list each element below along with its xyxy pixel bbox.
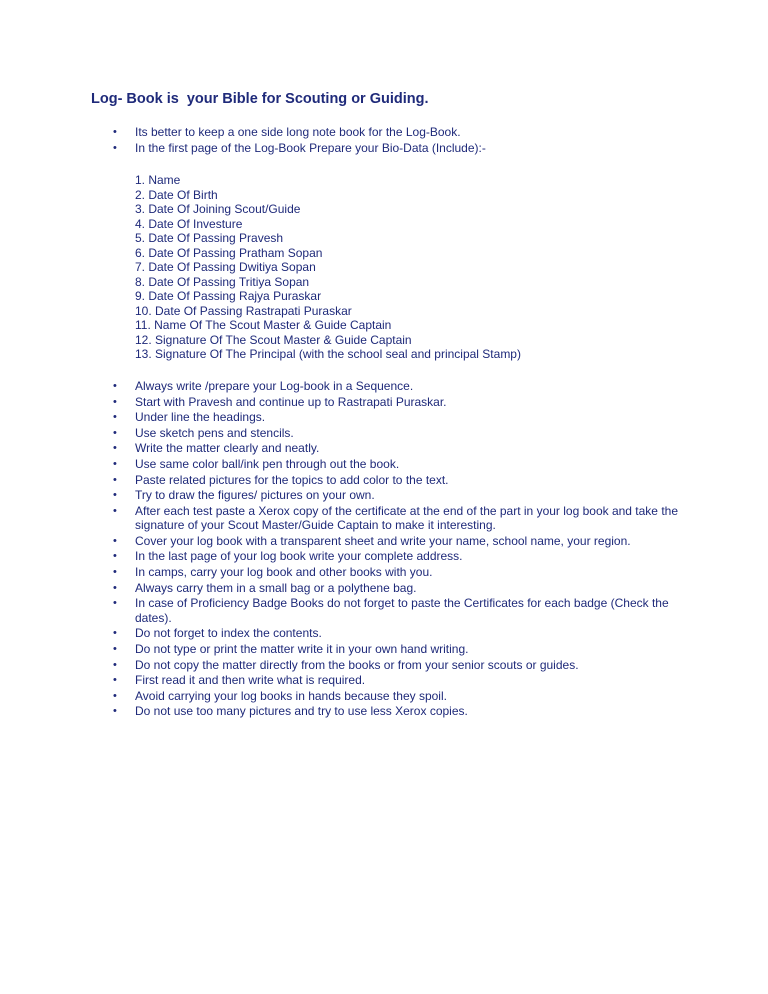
- tip-item: [0, 457, 680, 472]
- tip-item: [0, 549, 680, 564]
- tip-item: [0, 581, 680, 596]
- tip-item: [0, 689, 680, 704]
- tip-item-text: Do not use too many pictures and try to use less Xerox copies.: [135, 704, 468, 719]
- bullet-icon: •: [113, 473, 117, 486]
- tip-item: [0, 642, 680, 657]
- tip-item: [0, 673, 680, 688]
- tip-item: [0, 379, 680, 394]
- biodata-item: 12. Signature Of The Scout Master & Guide Captain: [135, 332, 412, 347]
- tip-item-text: Do not type or print the matter write it in your own hand writing.: [135, 641, 469, 656]
- bullet-icon: •: [113, 457, 117, 470]
- bullet-icon: •: [113, 597, 117, 610]
- tip-item-text: Do not forget to index the contents.: [135, 626, 322, 641]
- biodata-item: 11. Name Of The Scout Master & Guide Captain: [135, 318, 392, 332]
- tip-item-text: Cover your log book with a transparent sheet and write your name, school name, your region.: [135, 533, 631, 548]
- bullet-icon: •: [113, 126, 117, 138]
- biodata-item: 5. Date Of Passing Pravesh: [135, 231, 284, 245]
- bullet-icon: •: [113, 442, 117, 455]
- tip-item-text: After each test paste a Xerox copy of the certificate at the end of the part in your log book and take the signature of your Scout Master/Guide Captain to make it interesting.: [135, 503, 678, 533]
- biodata-item: 10. Date Of Passing Rastrapati Puraskar: [135, 303, 352, 318]
- document-title: Log- Book is your Bible for Scouting or Guiding.: [91, 91, 429, 107]
- bullet-icon: •: [113, 411, 117, 424]
- bullet-icon: •: [113, 689, 117, 702]
- tip-item-text: Paste related pictures for the topics to add color to the text.: [135, 472, 449, 487]
- tip-item-text: Try to draw the figures/ pictures on your own.: [135, 488, 375, 503]
- tip-item-text: Always carry them in a small bag or a polythene bag.: [135, 580, 417, 595]
- tip-item-text: Use sketch pens and stencils.: [135, 425, 294, 440]
- biodata-item: 6. Date Of Passing Pratham Sopan: [135, 245, 323, 260]
- bullet-icon: •: [113, 566, 117, 579]
- tip-item-text: In case of Proficiency Badge Books do not forget to paste the Certificates for each badge (Check the dates).: [135, 596, 669, 625]
- tip-item: [0, 504, 680, 533]
- tip-item-text: Start with Pravesh and continue up to Rastrapati Puraskar.: [135, 394, 447, 409]
- tip-item: [0, 534, 680, 549]
- bullet-icon: •: [113, 674, 117, 687]
- biodata-list: [135, 173, 521, 362]
- tip-item-text: In the last page of your log book write your complete address.: [135, 549, 463, 564]
- bullet-icon: •: [113, 658, 117, 671]
- bullet-icon: •: [113, 642, 117, 655]
- tip-item: [0, 658, 680, 673]
- biodata-item: 4. Date Of Investure: [135, 216, 243, 231]
- bullet-icon: •: [113, 426, 117, 439]
- tip-item-text: Under line the headings.: [135, 410, 266, 425]
- intro-bullet-item: [0, 125, 680, 140]
- bullet-icon: •: [113, 489, 117, 502]
- tip-item-text: In camps, carry your log book and other books with you.: [135, 565, 433, 580]
- tip-item-text: First read it and then write what is required.: [135, 673, 366, 688]
- tip-item: [0, 426, 680, 441]
- intro-bullet-list: [0, 125, 768, 156]
- tip-item-text: Avoid carrying your log books in hands because they spoil.: [135, 688, 447, 703]
- bullet-icon: •: [113, 534, 117, 547]
- intro-bullet-item-text: Its better to keep a one side long note book for the Log-Book.: [135, 125, 461, 139]
- biodata-item: 2. Date Of Birth: [135, 187, 218, 202]
- bullet-icon: •: [113, 395, 117, 408]
- bullet-icon: •: [113, 380, 117, 392]
- tip-item: [0, 704, 680, 719]
- tip-item-text: Use same color ball/ink pen through out the book.: [135, 456, 400, 471]
- intro-bullet-item-text: In the first page of the Log-Book Prepare your Bio-Data (Include):-: [135, 140, 486, 155]
- tip-item-text: Do not copy the matter directly from the books or from your senior scouts or guides.: [135, 657, 579, 672]
- bullet-icon: •: [113, 504, 117, 517]
- bullet-icon: •: [113, 550, 117, 563]
- tip-item: [0, 395, 680, 410]
- biodata-item: 13. Signature Of The Principal (with the school seal and principal Stamp): [135, 347, 521, 361]
- intro-bullet-item: [0, 141, 680, 156]
- tip-item: [0, 441, 680, 456]
- biodata-item: 9. Date Of Passing Rajya Puraskar: [135, 289, 322, 303]
- tip-item-text: Always write /prepare your Log-book in a Sequence.: [135, 379, 414, 393]
- biodata-item: 7. Date Of Passing Dwitiya Sopan: [135, 260, 316, 274]
- biodata-item: 8. Date Of Passing Tritiya Sopan: [135, 274, 310, 289]
- tip-item-text: Write the matter clearly and neatly.: [135, 441, 320, 456]
- tip-item: [0, 410, 680, 425]
- tip-item: [0, 488, 680, 503]
- biodata-item: 1. Name: [135, 173, 181, 187]
- tip-item: [0, 473, 680, 488]
- tips-bullet-list: [0, 379, 768, 720]
- bullet-icon: •: [113, 141, 117, 154]
- bullet-icon: •: [113, 705, 117, 718]
- biodata-item: 3. Date Of Joining Scout/Guide: [135, 202, 301, 216]
- tip-item: [0, 596, 680, 625]
- bullet-icon: •: [113, 627, 117, 640]
- tip-item: [0, 626, 680, 641]
- bullet-icon: •: [113, 581, 117, 594]
- tip-item: [0, 565, 680, 580]
